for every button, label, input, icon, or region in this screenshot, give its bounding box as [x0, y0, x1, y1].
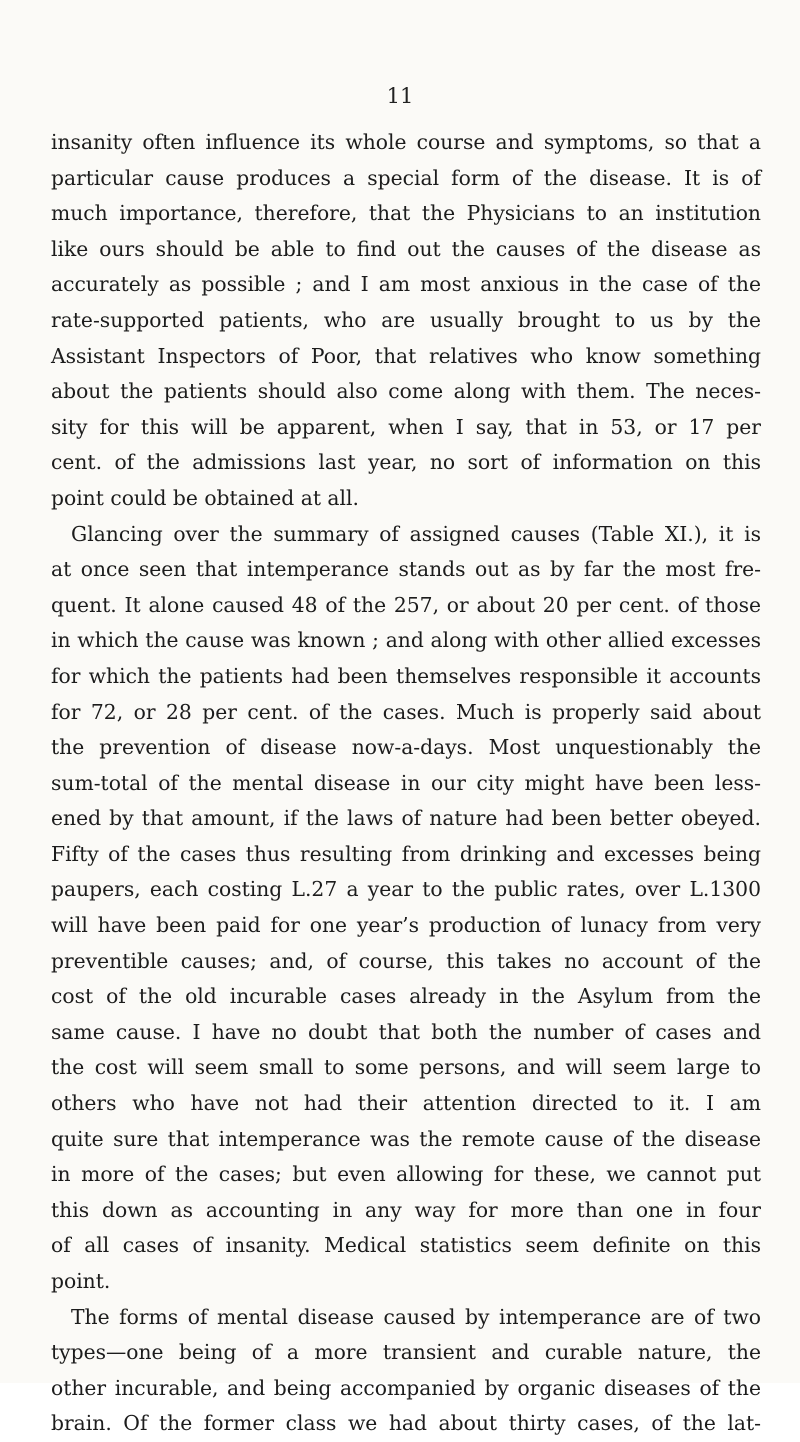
text-line: cost of the old incurable cases already in the Asylum from the	[51, 984, 761, 1009]
text-line: Glancing over the summary of assigned causes (Table XI.), it is	[71, 521, 761, 546]
text-line: rate-supported patients, who are usually brought to us by the	[51, 307, 761, 332]
text-line: in more of the cases; but even allowing for these, we cannot put	[51, 1162, 761, 1187]
text-line: ened by that amount, if the laws of nature had been better obeyed.	[51, 806, 761, 831]
text-line: the cost will seem small to some persons, and will seem large to	[51, 1055, 761, 1080]
text-line: about the patients should also come along with them. The neces-	[51, 379, 761, 404]
text-line: brain. Of the former class we had about thirty cases, of the lat-	[51, 1411, 761, 1436]
text-line: same cause. I have no doubt that both the number of cases and	[51, 1019, 761, 1044]
text-line: Assistant Inspectors of Poor, that relatives who know something	[51, 343, 761, 368]
text-line: others who have not had their attention directed to it. I am	[51, 1091, 761, 1116]
text-line: insanity often influence its whole course and symptoms, so that a	[51, 130, 761, 154]
text-line: point.	[51, 1269, 111, 1293]
text-line: quite sure that intemperance was the remote cause of the disease	[51, 1126, 761, 1151]
text-line: cent. of the admissions last year, no sort of information on this	[51, 450, 761, 475]
text-line: will have been paid for one year’s production of lunacy from very	[51, 913, 761, 938]
text-line: preventible causes; and, of course, this takes no account of the	[51, 948, 761, 973]
text-line: for which the patients had been themselves responsible it accounts	[51, 663, 761, 688]
text-line: point could be obtained at all.	[51, 485, 359, 510]
text-line: quent. It alone caused 48 of the 257, or about 20 per cent. of those	[51, 592, 761, 617]
text-line: of all cases of insanity. Medical statistics seem definite on this	[51, 1233, 761, 1258]
body-text	[51, 125, 761, 1442]
text-line: paupers, each costing L.27 a year to the public rates, over L.1300	[51, 877, 761, 902]
text-line: other incurable, and being accompanied by organic diseases of the	[51, 1375, 761, 1400]
text-line: sity for this will be apparent, when I say, that in 53, or 17 per	[51, 414, 761, 439]
text-line: the prevention of disease now-a-days. Most unquestionably the	[51, 735, 761, 760]
text-line: for 72, or 28 per cent. of the cases. Much is properly said about	[51, 699, 761, 724]
text-line: accurately as possible ; and I am most anxious in the case of the	[51, 272, 761, 297]
text-line: like ours should be able to find out the causes of the disease as	[51, 236, 761, 261]
text-line: The forms of mental disease caused by intemperance are of two	[71, 1304, 761, 1329]
text-line: types—one being of a more transient and curable nature, the	[51, 1340, 761, 1365]
text-line: particular cause produces a special form of the disease. It is of	[51, 165, 761, 190]
text-line: this down as accounting in any way for more than one in four	[51, 1197, 761, 1222]
page-number: 11	[386, 84, 414, 108]
text-line: at once seen that intemperance stands out as by far the most fre-	[51, 557, 761, 582]
text-line: sum-total of the mental disease in our city might have been less-	[51, 770, 761, 795]
text-line: much importance, therefore, that the Physicians to an institution	[51, 201, 761, 226]
text-line: Fifty of the cases thus resulting from drinking and excesses being	[51, 841, 761, 866]
text-line: in which the cause was known ; and along with other allied excesses	[51, 628, 761, 653]
